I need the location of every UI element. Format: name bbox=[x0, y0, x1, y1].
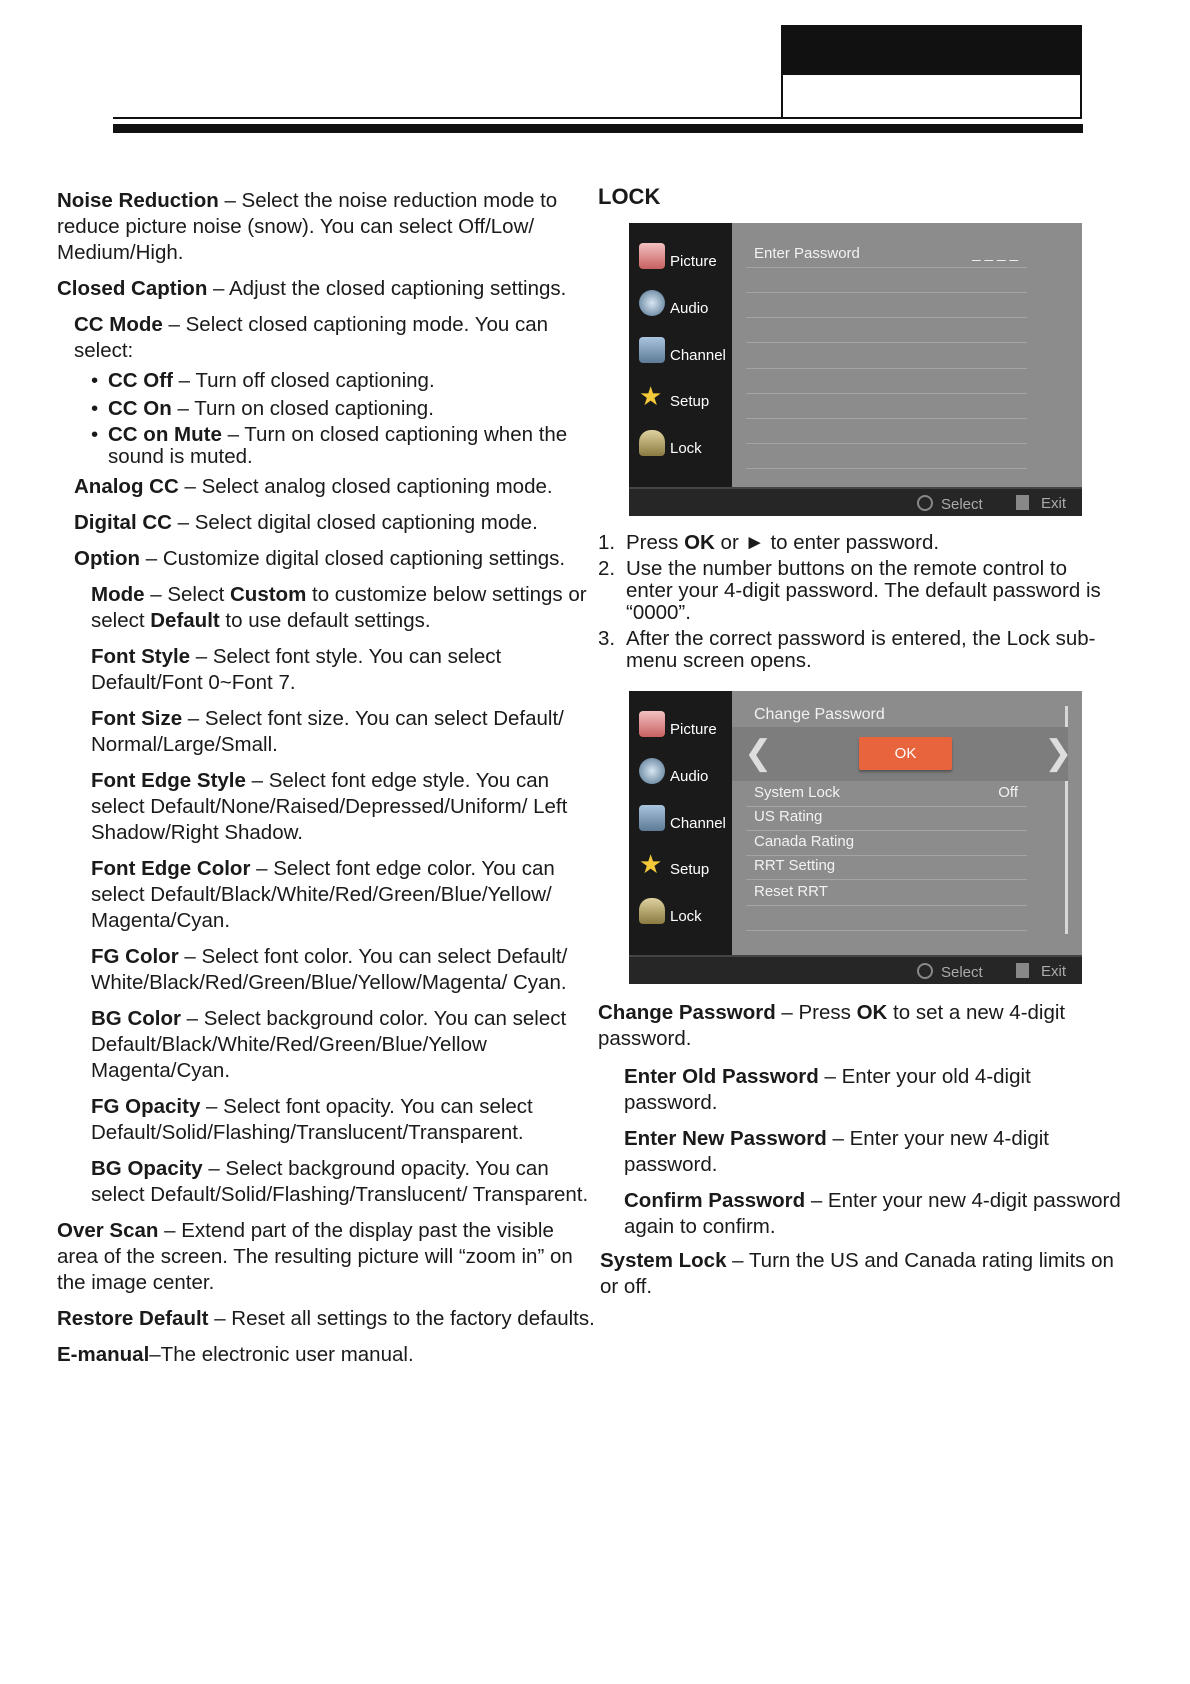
sidebar-item-picture bbox=[629, 237, 732, 283]
custom-word: Custom bbox=[230, 583, 307, 606]
sidebar-item-label: Audio bbox=[670, 768, 709, 785]
confirm-para bbox=[598, 1188, 1128, 1240]
change-password-para bbox=[598, 1000, 1128, 1052]
term: Restore Default bbox=[57, 1307, 209, 1330]
font-style-para bbox=[57, 644, 597, 696]
empty-row bbox=[746, 293, 1027, 318]
sidebar-item-audio bbox=[629, 752, 732, 798]
exit-icon bbox=[1016, 963, 1029, 978]
left-column bbox=[57, 188, 597, 1378]
list-item bbox=[598, 532, 1118, 554]
desc: – Customize digital closed captioning settings. bbox=[140, 547, 566, 570]
sidebar-item-picture bbox=[629, 705, 732, 751]
tv-sidebar bbox=[629, 223, 732, 487]
term: Option bbox=[74, 547, 141, 570]
desc: – Enter your new 4-digit password again to confirm. bbox=[624, 1189, 1121, 1238]
list-item bbox=[598, 628, 1118, 672]
desc: – Select background color. You can select Default/Black/White/Red/Green/Blue/Yellow Magenta/Cyan. bbox=[91, 1007, 567, 1082]
fg-color-para bbox=[57, 944, 597, 996]
menu-row-us-rating[interactable] bbox=[746, 806, 1027, 831]
emanual-para bbox=[57, 1342, 597, 1368]
desc: – Select the noise reduction mode to reduce picture noise (snow). You can select Off/Low/ Medium/High. bbox=[57, 189, 558, 264]
sidebar-item-label: Lock bbox=[670, 908, 702, 925]
row-label: Canada Rating bbox=[754, 833, 855, 850]
tv-menu-lock-submenu bbox=[629, 691, 1082, 984]
font-edge-style-para bbox=[57, 768, 597, 846]
star-icon: ★ bbox=[639, 381, 663, 411]
password-row[interactable] bbox=[746, 243, 1027, 268]
desc: – Select font color. You can select Default/ White/Black/Red/Green/Blue/Yellow/Magenta/ Cyan. bbox=[91, 945, 568, 994]
star-icon: ★ bbox=[639, 849, 663, 879]
bg-opacity-para bbox=[57, 1156, 597, 1208]
desc: – Select background opacity. You can select Default/Solid/Flashing/Translucent/ Transparent. bbox=[91, 1157, 589, 1206]
empty-row bbox=[746, 369, 1027, 394]
sidebar-item-label: Lock bbox=[670, 440, 702, 457]
term: Font Edge Style bbox=[91, 769, 246, 792]
term: Change Password bbox=[598, 1001, 776, 1024]
empty-row bbox=[746, 906, 1027, 931]
desc: –The electronic user manual. bbox=[149, 1343, 414, 1366]
desc: to set a new 4-digit password. bbox=[598, 1001, 1066, 1050]
system-lock-para bbox=[598, 1248, 1128, 1300]
list-item bbox=[108, 368, 597, 394]
term: CC On bbox=[108, 397, 172, 420]
mode-para bbox=[57, 582, 597, 634]
select-label: Select bbox=[941, 964, 983, 981]
sidebar-item-label: Picture bbox=[670, 721, 717, 738]
step-number: 2. bbox=[598, 557, 616, 580]
term: BG Color bbox=[91, 1007, 181, 1030]
term: System Lock bbox=[600, 1249, 727, 1272]
term: Font Edge Color bbox=[91, 857, 251, 880]
tv-footer-bar bbox=[629, 955, 1082, 984]
font-edge-color-para bbox=[57, 856, 597, 934]
sidebar-item-label: Picture bbox=[670, 253, 717, 270]
list-item bbox=[108, 424, 597, 468]
term: E-manual bbox=[57, 1343, 150, 1366]
lock-icon bbox=[639, 898, 665, 924]
term: Closed Caption bbox=[57, 277, 208, 300]
tv-sidebar bbox=[629, 691, 732, 955]
sidebar-item-label: Setup bbox=[670, 861, 710, 878]
term: CC Off bbox=[108, 369, 173, 392]
sidebar-item-label: Channel bbox=[670, 815, 726, 832]
password-label: Enter Password bbox=[754, 245, 860, 262]
empty-row bbox=[746, 344, 1027, 369]
term: Digital CC bbox=[74, 511, 172, 534]
list-item bbox=[108, 396, 597, 422]
desc: – Press bbox=[775, 1001, 857, 1024]
header-tab-box bbox=[781, 25, 1082, 119]
header-rule-thin bbox=[113, 117, 782, 119]
term: Mode bbox=[91, 583, 145, 606]
desc: – Select font size. You can select Default/ Normal/Large/Small. bbox=[91, 707, 564, 756]
desc: – Adjust the closed captioning settings. bbox=[207, 277, 567, 300]
sidebar-item-audio bbox=[629, 284, 732, 330]
exit-icon bbox=[1016, 495, 1029, 510]
row-label: RRT Setting bbox=[754, 857, 836, 874]
empty-row bbox=[746, 419, 1027, 444]
desc: Use the number buttons on the remote control to enter your 4-digit password. The default password is “0000”. bbox=[626, 557, 1101, 624]
empty-row bbox=[746, 268, 1027, 293]
menu-row-reset-rrt[interactable] bbox=[746, 881, 1027, 906]
steps-block bbox=[598, 532, 1118, 676]
desc: – Select analog closed captioning mode. bbox=[178, 475, 553, 498]
tv-menu-enter-password bbox=[629, 223, 1082, 516]
enter-new-para bbox=[598, 1126, 1128, 1178]
desc: or ► to enter password. bbox=[714, 531, 940, 554]
exit-label: Exit bbox=[1041, 963, 1067, 980]
term: Enter New Password bbox=[624, 1127, 827, 1150]
restore-default-para bbox=[57, 1306, 597, 1332]
chevron-right-icon[interactable]: ❯ bbox=[1044, 734, 1073, 772]
row-value: Off bbox=[998, 784, 1018, 801]
desc: – Enter your old 4-digit password. bbox=[624, 1065, 1031, 1114]
font-size-para bbox=[57, 706, 597, 758]
exit-label: Exit bbox=[1041, 495, 1067, 512]
bg-color-para bbox=[57, 1006, 597, 1084]
header-tab-fill bbox=[783, 27, 1080, 75]
sidebar-item-channel bbox=[629, 799, 732, 845]
desc: – Select font style. You can select Default/Font 0~Font 7. bbox=[91, 645, 502, 694]
right-column bbox=[598, 184, 1138, 210]
tv-content bbox=[732, 223, 1082, 487]
select-hint bbox=[917, 495, 983, 513]
analog-cc-para bbox=[57, 474, 597, 500]
empty-row bbox=[746, 318, 1027, 343]
enter-old-para bbox=[598, 1064, 1128, 1116]
noise-reduction-para bbox=[57, 188, 597, 266]
select-icon bbox=[917, 495, 933, 511]
select-label: Select bbox=[941, 496, 983, 513]
term: FG Color bbox=[91, 945, 179, 968]
desc: – Select font edge style. You can select Default/None/Raised/Depressed/Uniform/ Left Shadow/Right Shadow. bbox=[91, 769, 568, 844]
step-number: 3. bbox=[598, 627, 616, 650]
desc: to customize below settings or select bbox=[91, 583, 587, 632]
desc: – Turn on closed captioning when the sound is muted. bbox=[108, 423, 568, 468]
chevron-left-icon[interactable]: ❮ bbox=[744, 734, 773, 772]
row-label: US Rating bbox=[754, 808, 823, 825]
desc: After the correct password is entered, the Lock sub-menu screen opens. bbox=[626, 627, 1096, 672]
tv-footer-bar bbox=[629, 487, 1082, 516]
sidebar-item-lock bbox=[629, 892, 732, 938]
audio-icon bbox=[639, 758, 665, 784]
desc: – Select closed captioning mode. You can select: bbox=[74, 313, 549, 362]
desc: – Select font opacity. You can select Default/Solid/Flashing/Translucent/Transparent. bbox=[91, 1095, 533, 1144]
desc: to use default settings. bbox=[219, 609, 431, 632]
desc: – Reset all settings to the factory defaults. bbox=[208, 1307, 595, 1330]
closed-caption-para bbox=[57, 276, 597, 302]
desc: – Turn the US and Canada rating limits on or off. bbox=[600, 1249, 1114, 1298]
sidebar-item-setup bbox=[629, 845, 732, 891]
term: BG Opacity bbox=[91, 1157, 203, 1180]
menu-row-canada-rating[interactable] bbox=[746, 831, 1027, 856]
term: CC on Mute bbox=[108, 423, 222, 446]
over-scan-para bbox=[57, 1218, 597, 1296]
cc-mode-para bbox=[57, 312, 597, 364]
lock-icon bbox=[639, 430, 665, 456]
option-para bbox=[57, 546, 597, 572]
term: Over Scan bbox=[57, 1219, 159, 1242]
list-item bbox=[598, 558, 1118, 624]
steps-list bbox=[598, 532, 1118, 672]
channel-icon bbox=[639, 337, 665, 363]
desc: – Enter your new 4-digit password. bbox=[624, 1127, 1049, 1176]
desc: – Extend part of the display past the visible area of the screen. The resulting picture will “zoom in” on the image center. bbox=[57, 1219, 573, 1294]
channel-icon bbox=[639, 805, 665, 831]
desc: – Turn on closed captioning. bbox=[171, 397, 434, 420]
select-icon bbox=[917, 963, 933, 979]
select-hint bbox=[917, 963, 983, 981]
sidebar-item-channel bbox=[629, 331, 732, 377]
term: Font Size bbox=[91, 707, 183, 730]
term: CC Mode bbox=[74, 313, 163, 336]
menu-row-rrt-setting[interactable] bbox=[746, 855, 1027, 880]
tv-content bbox=[732, 691, 1082, 955]
password-mask: _ _ _ _ bbox=[972, 245, 1018, 262]
ok-word: OK bbox=[684, 531, 715, 554]
empty-row bbox=[746, 394, 1027, 419]
picture-icon bbox=[639, 243, 665, 269]
change-password-title: Change Password bbox=[754, 706, 885, 723]
term: Analog CC bbox=[74, 475, 179, 498]
term: Enter Old Password bbox=[624, 1065, 819, 1088]
row-label: Reset RRT bbox=[754, 883, 828, 900]
sidebar-item-label: Setup bbox=[670, 393, 710, 410]
exit-hint bbox=[1016, 963, 1066, 980]
row-label: System Lock bbox=[754, 784, 840, 801]
empty-row bbox=[746, 444, 1027, 469]
desc: Press bbox=[626, 531, 685, 554]
term: Noise Reduction bbox=[57, 189, 219, 212]
fg-opacity-para bbox=[57, 1094, 597, 1146]
desc: – Turn off closed captioning. bbox=[172, 369, 435, 392]
default-word: Default bbox=[150, 609, 220, 632]
step-number: 1. bbox=[598, 531, 616, 554]
term: FG Opacity bbox=[91, 1095, 201, 1118]
audio-icon bbox=[639, 290, 665, 316]
term: Font Style bbox=[91, 645, 191, 668]
section-title: LOCK bbox=[598, 184, 661, 209]
exit-hint bbox=[1016, 495, 1066, 512]
digital-cc-para bbox=[57, 510, 597, 536]
sidebar-item-setup bbox=[629, 377, 732, 423]
cc-mode-list bbox=[57, 368, 597, 468]
desc: – Select digital closed captioning mode. bbox=[171, 511, 538, 534]
desc: – Select font edge color. You can select Default/Black/White/Red/Green/Blue/Yellow/ Magenta/Cyan. bbox=[91, 857, 555, 932]
header-rule-thick bbox=[113, 124, 1083, 133]
sidebar-item-label: Audio bbox=[670, 300, 709, 317]
sidebar-item-lock bbox=[629, 424, 732, 470]
menu-row-system-lock[interactable] bbox=[746, 782, 1027, 807]
picture-icon bbox=[639, 711, 665, 737]
sidebar-item-label: Channel bbox=[670, 347, 726, 364]
desc: – Select bbox=[144, 583, 230, 606]
term: Confirm Password bbox=[624, 1189, 806, 1212]
lock-details bbox=[598, 1000, 1128, 1310]
ok-button[interactable]: OK bbox=[859, 737, 952, 770]
ok-word: OK bbox=[856, 1001, 888, 1024]
